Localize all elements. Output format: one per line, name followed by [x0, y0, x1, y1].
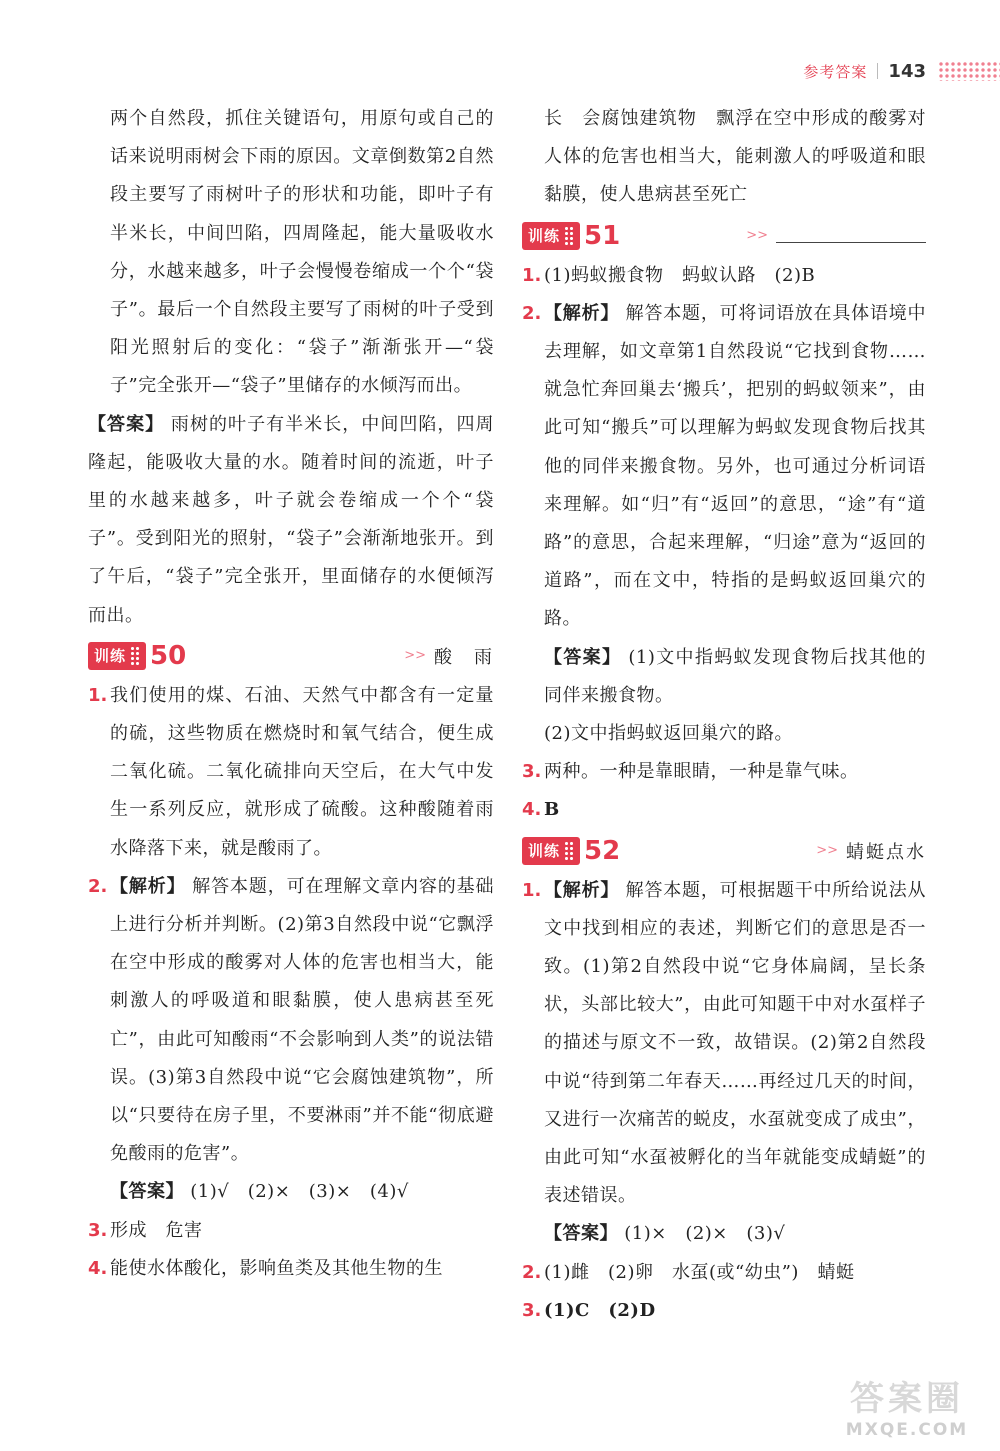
section-number: 52	[584, 835, 621, 866]
arrow-icon: >>	[746, 228, 768, 244]
item-number: 2.	[522, 1261, 542, 1283]
section-title: 蜻蜓点水	[846, 841, 926, 863]
item-text	[544, 872, 926, 1216]
left-column	[88, 100, 494, 1288]
section-badge	[88, 642, 146, 670]
item-number: 3.	[522, 761, 542, 783]
title-blank-line	[776, 228, 926, 243]
list-item	[88, 1250, 494, 1288]
analysis-tag: 【解析】	[544, 879, 620, 901]
badge-label: 训练	[528, 842, 561, 861]
item-number: 1.	[88, 684, 108, 706]
watermark-title: 答案圈	[850, 1379, 964, 1419]
item-text: 两种。一种是靠眼睛，一种是靠气味。	[544, 761, 859, 783]
section-51-header	[522, 217, 926, 255]
list-item	[522, 257, 926, 295]
section-number: 50	[150, 640, 187, 671]
list-item	[522, 295, 926, 639]
section-number: 51	[584, 220, 621, 251]
intro-paragraph: 两个自然段，抓住关键语句，用原句或自己的话来说明雨树会下雨的原因。文章倒数第2自然段主要写了雨树叶子的形状和功能，即叶子有半米长，中间凹陷，四周隆起，能大量吸收水分，水越来越多，叶子会慢慢卷缩成一个个“袋子”。最后一个自然段主要写了雨树的叶子受到阳光照射后的变化：“袋子”渐渐张开—“袋子”完全张开—“袋子”里储存的水倾泻而出。	[110, 108, 494, 397]
list-item	[88, 677, 494, 868]
answer-text: 雨树的叶子有半米长，中间凹陷，四周隆起，能吸收大量的水。随着时间的流逝，叶子里的水越来越多，叶子就会卷缩成一个个“袋子”。受到阳光的照射，“袋子”会渐渐地张开。到了午后，“袋子”完全张开，里面储存的水便倾泻而出。	[88, 413, 495, 626]
page-number: 143	[888, 60, 926, 82]
list-item	[522, 1292, 926, 1330]
section-52-header	[522, 832, 926, 870]
answer-text: (1)× (2)× (3)√	[624, 1223, 786, 1245]
badge-dots-icon	[564, 841, 574, 861]
list-item	[522, 872, 926, 1216]
answer-block	[522, 1215, 926, 1253]
arrow-icon: >>	[816, 843, 838, 859]
list-item	[522, 753, 926, 791]
item-text: (1)C (2)D	[544, 1299, 656, 1321]
item-number: 1.	[522, 879, 542, 901]
answer-block	[88, 406, 494, 635]
analysis-tag: 【解析】	[544, 302, 620, 324]
item-number: 3.	[522, 1299, 542, 1321]
watermark-logo	[832, 1371, 982, 1441]
item-number: 4.	[522, 799, 542, 821]
right-column	[522, 100, 926, 1330]
section-50-header	[88, 637, 494, 675]
item-text	[110, 868, 494, 1174]
decorative-dots-icon	[938, 61, 1000, 81]
item-number: 3.	[88, 1219, 108, 1241]
section-badge	[522, 837, 580, 865]
page-header	[803, 56, 1000, 86]
answer-text: (1)文中指蚂蚁发现食物后找其他的同伴来搬食物。	[544, 646, 927, 706]
answer-tag: 【答案】	[544, 1223, 618, 1245]
list-item	[88, 868, 494, 1174]
section-title: 酸 雨	[434, 646, 494, 668]
answer-line: (2)文中指蚂蚁返回巢穴的路。	[544, 723, 793, 745]
answer-tag: 【答案】	[88, 413, 165, 435]
badge-dots-icon	[564, 226, 574, 246]
watermark-url: MXQE.COM	[845, 1420, 969, 1440]
item-number: 1.	[522, 264, 542, 286]
list-item	[522, 791, 926, 829]
item-number: 2.	[522, 302, 542, 324]
section-badge	[522, 222, 580, 250]
answer-text: (1)√ (2)× (3)× (4)√	[190, 1181, 409, 1203]
answer-block	[522, 639, 926, 715]
item-text: 能使水体酸化，影响鱼类及其他生物的生	[110, 1257, 443, 1279]
item-text: B	[544, 799, 560, 821]
item-text: (1)雌 (2)卵 水虿(或“幼虫”) 蜻蜓	[544, 1261, 855, 1283]
answer-block	[88, 1173, 494, 1211]
arrow-icon: >>	[404, 648, 426, 664]
analysis-text: 解答本题，可在理解文章内容的基础上进行分析并判断。(2)第3自然段中说“它飘浮在空中形成的酸雾对人体的危害也相当大，能刺激人的呼吸道和眼黏膜，使人患病甚至死亡”，由此可知酸雨“不会影响到人类”的说法错误。(3)第3自然段中说“它会腐蚀建筑物”，所以“只要待在房子里，不要淋雨”并不能“彻底避免酸雨的危害”。	[110, 875, 495, 1165]
item-number: 2.	[88, 875, 108, 897]
answer-tag: 【答案】	[544, 646, 622, 668]
header-divider	[877, 63, 878, 79]
analysis-text: 解答本题，可将词语放在具体语境中去理解，如文章第1自然段说“它找到食物……就急忙奔回巢去‘搬兵’，把别的蚂蚁领来”，由此可知“搬兵”可以理解为蚂蚁发现食物后找其他的同伴来搬食物。另外，也可通过分析词语来理解。如“归”有“返回”的意思，“途”有“道路”的意思，合起来理解，“归途”意为“返回的道路”，而在文中，特指的是蚂蚁返回巢穴的路。	[544, 302, 926, 630]
item-text: 我们使用的煤、石油、天然气中都含有一定量的硫，这些物质在燃烧时和氧气结合，便生成二氧化硫。二氧化硫排向天空后，在大气中发生一系列反应，就形成了硫酸。这种酸随着雨水降落下来，就是酸雨了。	[110, 684, 494, 859]
analysis-tag: 【解析】	[110, 875, 186, 897]
item-text	[544, 295, 926, 639]
list-item	[522, 1254, 926, 1292]
badge-label: 训练	[94, 647, 127, 666]
item-number: 4.	[88, 1257, 108, 1279]
badge-label: 训练	[528, 227, 561, 246]
badge-dots-icon	[130, 646, 140, 666]
analysis-text: 解答本题，可根据题干中所给说法从文中找到相应的表述，判断它们的意思是否一致。(1)第2自然段中说“它身体扁阔，呈长条状，头部比较大”，由此可知题干中对水虿样子的描述与原文不一致，故错误。(2)第2自然段中说“待到第二年春天……再经过几天的时间，又进行一次痛苦的蜕皮，水虿就变成了成虫”，由此可知“水虿被孵化的当年就能变成蜻蜓”的表述错误。	[544, 879, 926, 1207]
continuation-text: 长 会腐蚀建筑物 飘浮在空中形成的酸雾对人体的危害也相当大，能刺激人的呼吸道和眼黏膜，使人患病甚至死亡	[544, 108, 926, 206]
list-item	[88, 1212, 494, 1250]
header-label: 参考答案	[803, 62, 868, 81]
item-text: (1)蚂蚁搬食物 蚂蚁认路 (2)B	[544, 264, 816, 286]
item-text: 形成 危害	[110, 1219, 203, 1241]
answer-tag: 【答案】	[110, 1181, 184, 1203]
